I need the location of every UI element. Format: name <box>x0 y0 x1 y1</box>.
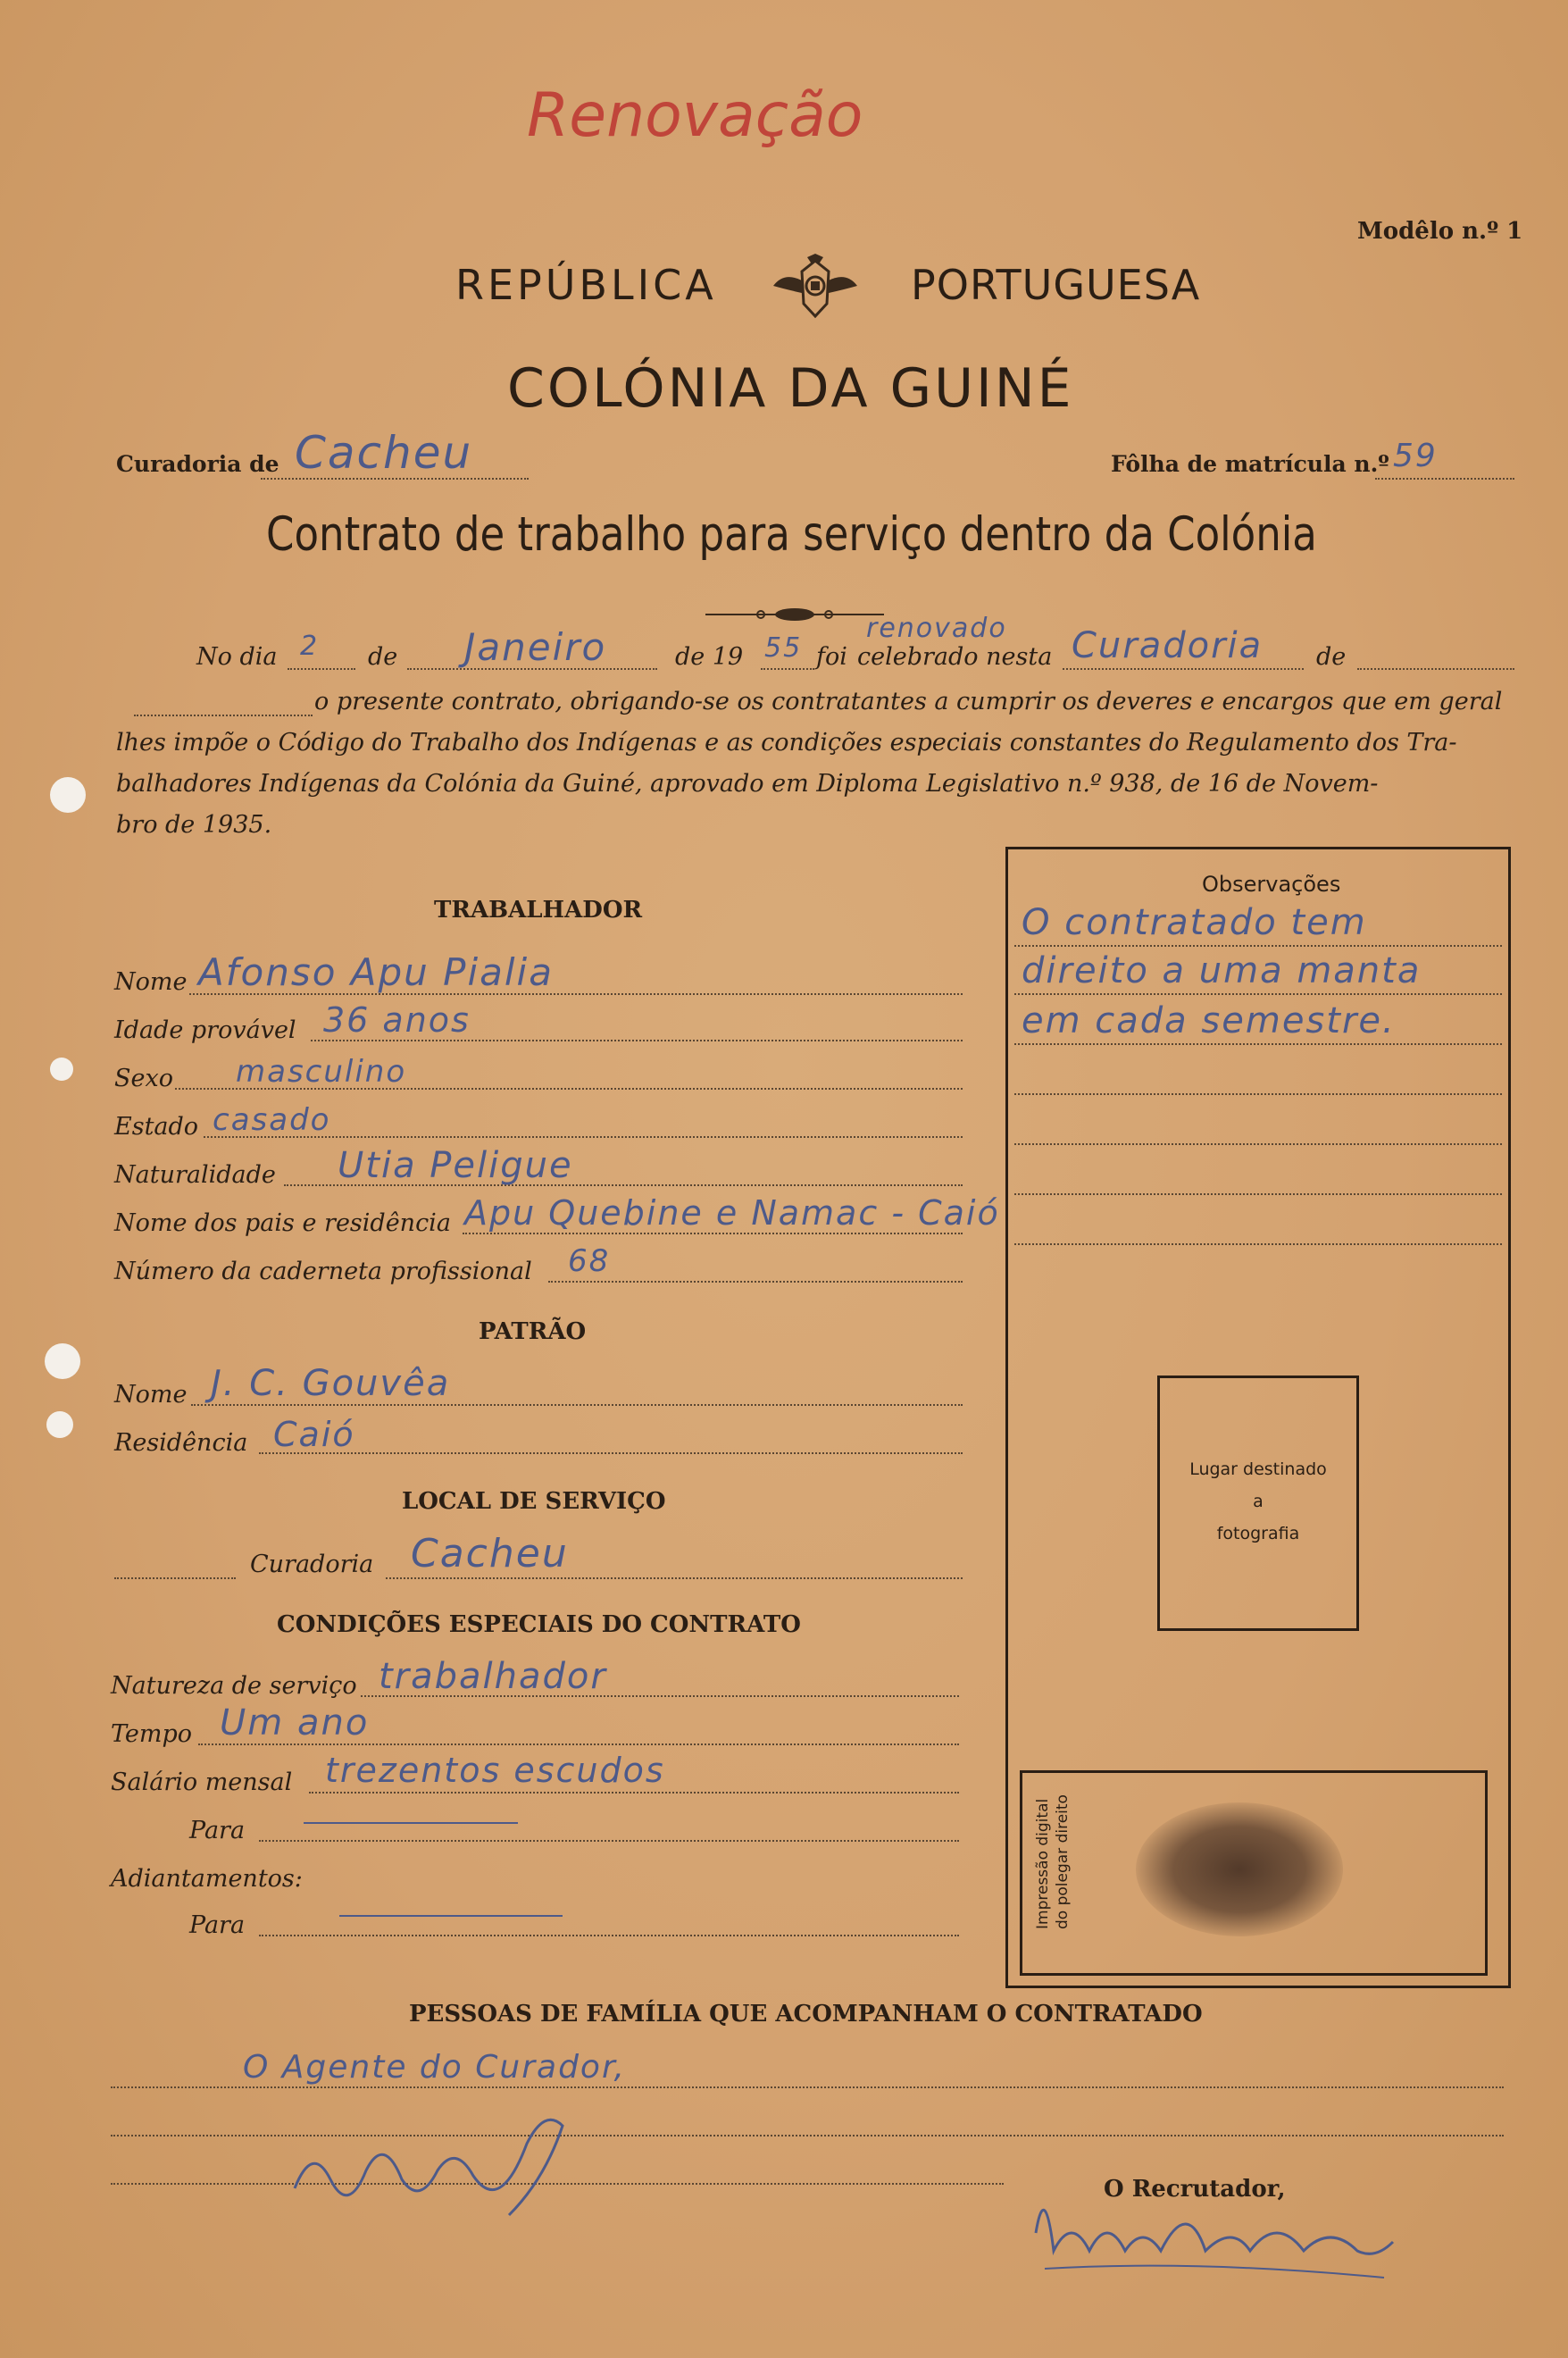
agente-text: O Agente do Curador, <box>243 2049 626 2086</box>
caderneta-value: 68 <box>568 1243 611 1279</box>
tempo-value: Um ano <box>220 1702 370 1743</box>
residencia-label: Residência <box>114 1429 248 1457</box>
folha-value: 59 <box>1393 438 1438 474</box>
photo-label-3: fotografia <box>1216 1524 1300 1543</box>
naturalidade-value: Utia Peligue <box>338 1145 573 1186</box>
residencia-value: Caió <box>273 1415 355 1454</box>
thumbprint-label-2: do polegar direito <box>1054 1794 1072 1929</box>
naturalidade-label: Naturalidade <box>114 1161 276 1189</box>
trabalhador-heading: TRABALHADOR <box>434 897 643 924</box>
caderneta-label: Número da caderneta profissional <box>114 1258 532 1285</box>
punch-hole <box>46 1411 73 1438</box>
intro-renovado: renovado <box>866 613 1007 644</box>
intro-place: Curadoria <box>1072 625 1264 666</box>
estado-value: casado <box>213 1102 331 1138</box>
renovacao-annotation: Renovação <box>527 80 863 151</box>
republic-left: REPÚBLICA <box>455 261 717 309</box>
nome-label: Nome <box>114 968 188 996</box>
intro-month: Janeiro <box>464 625 607 669</box>
intro-line2: o presente contrato, obrigando-se os contratantes a cumprir os deveres e encargos que em geral <box>314 688 1503 715</box>
para1-label: Para <box>189 1817 246 1844</box>
model-number: Modêlo n.º 1 <box>1357 218 1523 245</box>
natureza-label: Natureza de serviço <box>111 1672 357 1700</box>
observacoes-line-2: direito a uma manta <box>1022 950 1422 991</box>
idade-label: Idade provável <box>114 1016 296 1044</box>
intro-de2: de <box>1316 643 1347 671</box>
intro-de1: de <box>368 643 398 671</box>
pais-value: Apu Quebine e Namac - Caió <box>464 1193 1000 1233</box>
condicoes-heading: CONDIÇÕES ESPECIAIS DO CONTRATO <box>277 1611 801 1638</box>
pais-label: Nome dos pais e residência <box>114 1209 451 1237</box>
salario-value: trezentos escudos <box>325 1751 665 1790</box>
folha-label: Fôlha de matrícula n.º <box>1111 451 1389 477</box>
ornament-divider <box>705 604 884 625</box>
natureza-value: trabalhador <box>379 1656 607 1697</box>
local-curadoria-value: Cacheu <box>411 1531 569 1576</box>
intro-de-year: de 19 <box>675 643 744 671</box>
intro-day: 2 <box>300 631 320 662</box>
punch-hole <box>45 1343 80 1379</box>
patrao-nome-label: Nome <box>114 1381 188 1409</box>
photo-label-1: Lugar destinado <box>1189 1459 1327 1479</box>
intro-line5: bro de 1935. <box>116 811 272 839</box>
local-curadoria-label: Curadoria <box>250 1551 374 1578</box>
thumbprint-label-1: Impressão digital <box>1034 1798 1052 1929</box>
photo-label-2: a <box>1253 1492 1264 1511</box>
sexo-value: masculino <box>236 1054 407 1090</box>
nome-value: Afonso Apu Pialia <box>198 950 554 994</box>
intro-celebrado-nesta: celebrado nesta <box>857 643 1053 671</box>
intro-line4: balhadores Indígenas da Colónia da Guiné, aprovado em Diploma Legislativo n.º 938, de 16 de Novem- <box>116 770 1379 798</box>
local-heading: LOCAL DE SERVIÇO <box>402 1488 666 1515</box>
sexo-label: Sexo <box>114 1065 173 1092</box>
contract-title: Contrato de trabalho para serviço dentro da Colónia <box>266 507 1317 562</box>
intro-foi: foi <box>816 643 847 671</box>
observacoes-heading: Observações <box>1202 872 1341 897</box>
observacoes-line-1: O contratado tem <box>1022 902 1367 943</box>
intro-no-dia: No dia <box>196 643 278 671</box>
curadoria-value: Cacheu <box>295 427 473 479</box>
patrao-heading: PATRÃO <box>479 1318 587 1345</box>
patrao-nome-value: J. C. Gouvêa <box>211 1363 451 1404</box>
intro-year: 55 <box>764 632 803 664</box>
familia-heading: PESSOAS DE FAMÍLIA QUE ACOMPANHAM O CONTRATADO <box>409 2001 1203 2028</box>
agente-signature <box>277 2090 598 2224</box>
recrutador-label: O Recrutador, <box>1104 2176 1286 2203</box>
adiantamentos-label: Adiantamentos: <box>111 1865 303 1893</box>
para2-label: Para <box>189 1911 246 1939</box>
thumbprint-mark <box>1136 1802 1343 1936</box>
punch-hole <box>50 1058 73 1081</box>
salario-label: Salário mensal <box>111 1768 293 1796</box>
coat-of-arms-icon <box>766 254 864 325</box>
idade-value: 36 anos <box>323 1000 471 1040</box>
colony-title: COLÓNIA DA GUINÉ <box>507 357 1074 420</box>
estado-label: Estado <box>114 1113 199 1141</box>
recrutador-signature <box>1018 2162 1411 2295</box>
tempo-label: Tempo <box>111 1720 193 1748</box>
punch-hole <box>50 777 86 813</box>
curadoria-label: Curadoria de <box>116 451 279 477</box>
republic-right: PORTUGUESA <box>911 261 1201 309</box>
intro-line3: lhes impõe o Código do Trabalho dos Indígenas e as condições especiais constantes do Regulamento dos Tra- <box>116 729 1457 757</box>
observacoes-line-3: em cada semestre. <box>1022 1000 1396 1041</box>
